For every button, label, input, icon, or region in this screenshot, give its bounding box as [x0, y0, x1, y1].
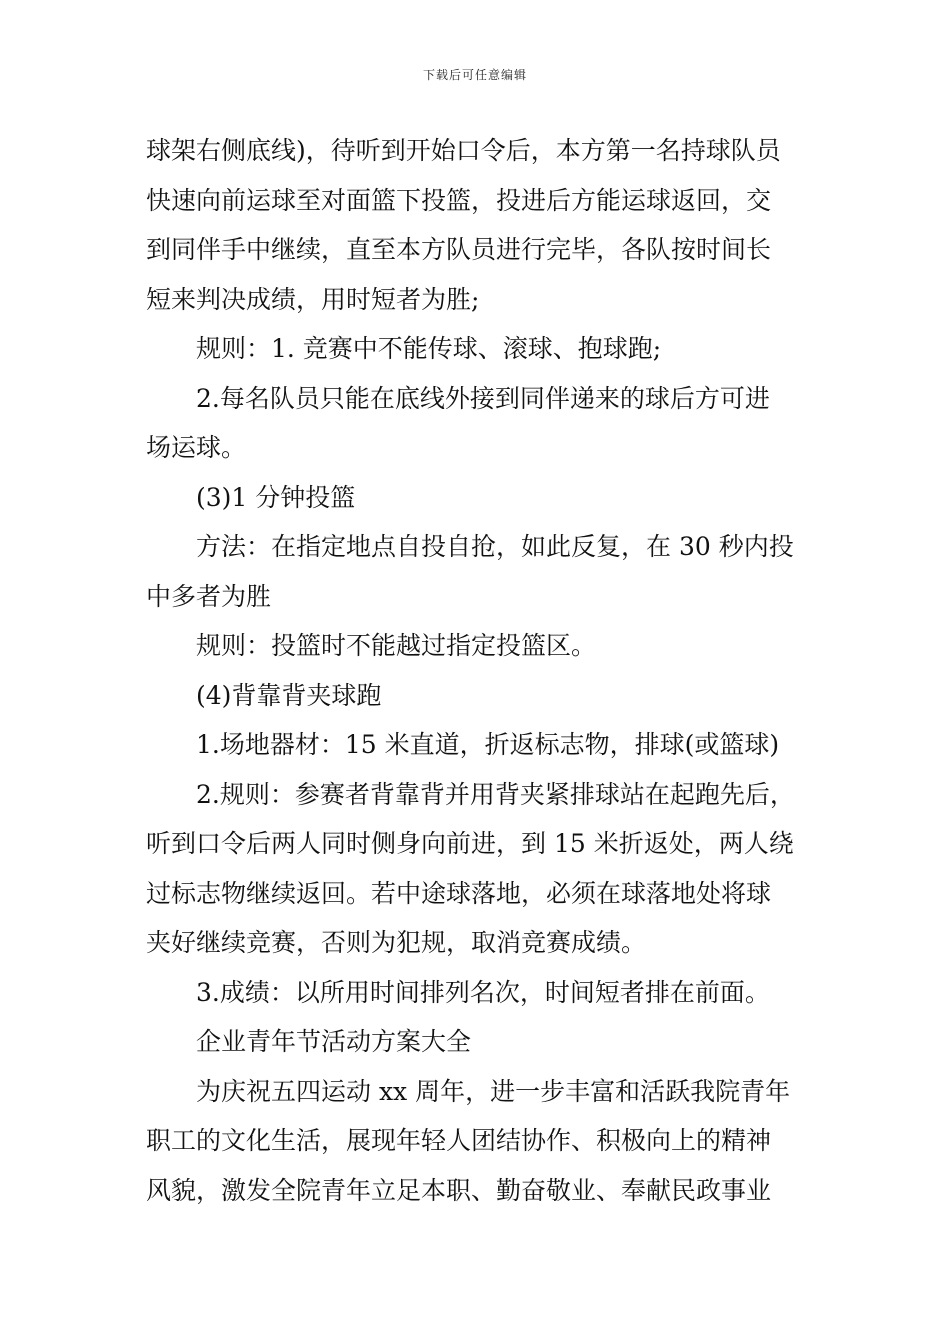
page-header-note: 下载后可任意编辑	[422, 68, 527, 82]
section-heading: (4)背靠背夹球跑	[196, 680, 382, 710]
text-line: 为庆祝五四运动 xx 周年，进一步丰富和活跃我院青年	[196, 1076, 791, 1106]
text-line: 2.规则：参赛者背靠背并用背夹紧排球站在起跑先后，	[196, 779, 795, 809]
text-line: 球架右侧底线)，待听到开始口令后，本方第一名持球队员	[146, 136, 781, 165]
section-title: 企业青年节活动方案大全	[196, 1027, 472, 1056]
text-line: 中多者为胜	[146, 581, 272, 611]
section-heading: (3)1 分钟投篮	[196, 482, 356, 512]
text-line: 夹好继续竞赛，否则为犯规，取消竞赛成绩。	[146, 928, 647, 957]
document-body	[146, 126, 816, 1215]
text-line: 风貌，激发全院青年立足本职、勤奋敬业、奉献民政事业	[146, 1175, 772, 1205]
text-line: 听到口令后两人同时侧身向前进，到 15 米折返处，两人绕	[146, 829, 794, 858]
text-line: 3.成绩：以所用时间排列名次，时间短者排在前面。	[196, 977, 770, 1007]
text-line: 过标志物继续返回。若中途球落地，必须在球落地处将球	[146, 878, 772, 908]
text-line: 规则：1. 竞赛中不能传球、滚球、抱球跑;	[196, 334, 662, 363]
text-line: 规则：投篮时不能越过指定投篮区。	[196, 631, 597, 660]
text-line: 短来判决成绩，用时短者为胜;	[146, 284, 480, 314]
text-line: 场运球。	[146, 433, 247, 462]
text-line: 快速向前运球至对面篮下投篮，投进后方能运球返回，交	[146, 185, 772, 215]
text-line: 职工的文化生活，展现年轻人团结协作、积极向上的精神	[146, 1126, 772, 1155]
text-line: 1.场地器材：15 米直道，折返标志物，排球(或篮球)	[196, 730, 780, 759]
text-line: 方法：在指定地点自投自抢，如此反复，在 30 秒内投	[196, 532, 794, 561]
text-line: 2.每名队员只能在底线外接到同伴递来的球后方可进	[196, 383, 770, 413]
text-line: 到同伴手中继续，直至本方队员进行完毕，各队按时间长	[146, 235, 772, 264]
